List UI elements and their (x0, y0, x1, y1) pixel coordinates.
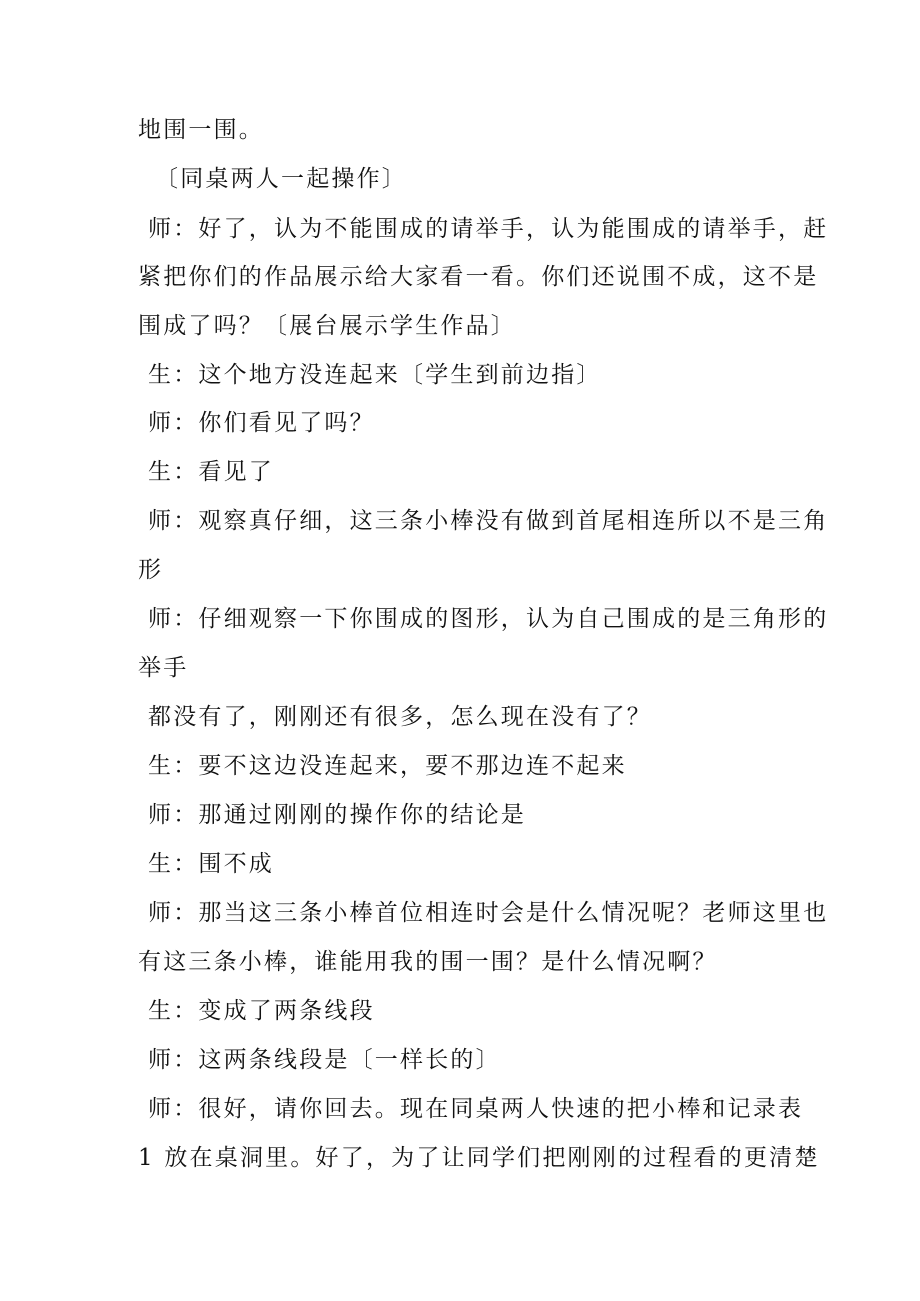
text-line-17: 师：那当这三条小棒首位相连时会是什么情况呢？老师这里也 (148, 900, 829, 926)
text-line-5: 围成了吗？〔展台展示学生作品〕 (138, 313, 516, 339)
text-line-20: 师：这两条线段是〔一样长的〕 (148, 1047, 501, 1073)
text-line-9: 师：观察真仔细，这三条小棒没有做到首尾相连所以不是三角 (148, 508, 829, 534)
text-line-6: 生：这个地方没连起来〔学生到前边指〕 (148, 362, 602, 388)
text-line-11: 师：仔细观察一下你围成的图形，认为自己围成的是三角形的 (148, 606, 829, 632)
text-line-4: 紧把你们的作品展示给大家看一看。你们还说围不成，这不是 (138, 264, 819, 290)
text-line-22: 1 放在桌洞里。好了，为了让同学们把刚刚的过程看的更清楚 (138, 1145, 820, 1171)
text-line-1: 地围一围。 (138, 117, 264, 143)
text-line-13: 都没有了，刚刚还有很多，怎么现在没有了？ (148, 704, 652, 730)
text-line-16: 生：围不成 (148, 851, 274, 877)
text-line-2: 〔同桌两人一起操作〕 (155, 166, 407, 192)
text-line-3: 师：好了，认为不能围成的请举手，认为能围成的请举手，赶 (148, 216, 829, 242)
text-line-8: 生：看见了 (148, 459, 274, 485)
text-line-21: 师：很好，请你回去。现在同桌两人快速的把小棒和记录表 (148, 1096, 804, 1122)
text-line-12: 举手 (138, 655, 189, 681)
text-line-18: 有这三条小棒，谁能用我的围一围？是什么情况啊？ (138, 949, 718, 975)
text-line-7: 师：你们看见了吗？ (148, 410, 375, 436)
text-line-19: 生：变成了两条线段 (148, 998, 375, 1024)
text-line-15: 师：那通过刚刚的操作你的结论是 (148, 802, 526, 828)
text-line-10: 形 (138, 557, 164, 583)
text-line-14: 生：要不这边没连起来，要不那边连不起来 (148, 753, 627, 779)
